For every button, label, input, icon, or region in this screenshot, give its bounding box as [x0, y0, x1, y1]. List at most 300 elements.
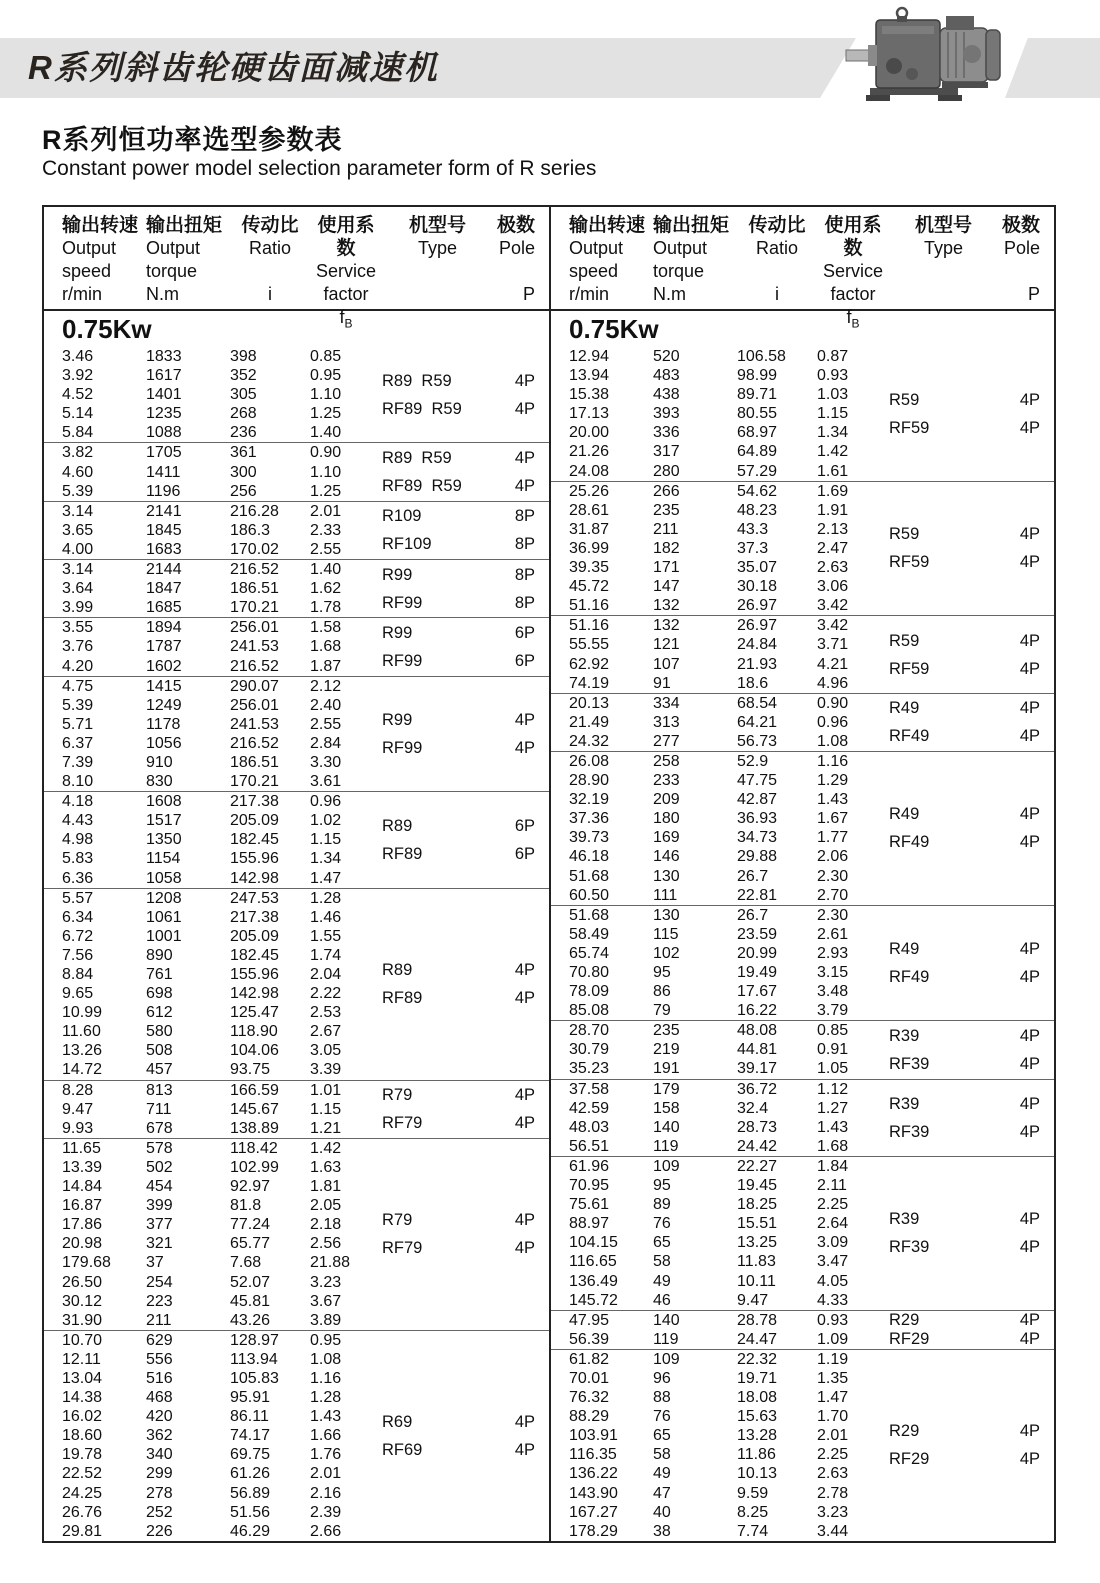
type-value: R89 R59 [382, 371, 452, 390]
output-speed-cell: 178.29 [569, 1522, 618, 1540]
output-torque-cell: 438 [653, 386, 680, 404]
parameter-group [551, 1310, 1054, 1349]
ratio-cell: 113.94 [230, 1350, 278, 1368]
ratio-cell: 170.02 [230, 540, 279, 558]
ratio-cell: 182.45 [230, 831, 279, 849]
service-factor-cell: 3.23 [310, 1273, 342, 1291]
output-torque-cell: 2144 [146, 561, 182, 579]
output-torque-cell: 235 [653, 1022, 680, 1040]
service-factor-cell: 1.19 [817, 1350, 849, 1368]
table-row [551, 1021, 889, 1040]
type-cell [382, 1081, 493, 1138]
table-row [551, 694, 889, 713]
group-number-rows [44, 618, 382, 675]
header-unit: i [775, 284, 779, 304]
type-value: RF49 [889, 833, 930, 852]
table-row [44, 1464, 382, 1483]
output-speed-cell: 8.28 [62, 1081, 94, 1099]
ratio-cell: 24.42 [737, 1137, 778, 1155]
table-row [551, 906, 889, 925]
table-row [551, 1195, 889, 1214]
type-cell [382, 677, 493, 792]
service-factor-cell: 1.62 [310, 580, 342, 598]
output-torque-cell: 520 [653, 348, 680, 365]
service-factor-cell: 1.46 [310, 908, 342, 926]
service-factor-cell: 4.33 [817, 1291, 849, 1309]
type-value: RF39 [889, 1054, 930, 1073]
table-row [44, 1158, 382, 1177]
service-factor-cell: 0.96 [310, 793, 342, 811]
output-torque-cell: 1154 [146, 850, 181, 868]
output-speed-cell: 3.46 [62, 348, 94, 365]
header-unit: i [268, 284, 272, 304]
service-factor-cell: 1.28 [310, 1389, 342, 1407]
table-row [44, 753, 382, 772]
group-number-rows [551, 1350, 889, 1541]
ratio-cell: 105.83 [230, 1369, 279, 1387]
table-row [44, 1100, 382, 1119]
group-number-rows [44, 1331, 382, 1541]
output-torque-cell: 40 [653, 1503, 671, 1521]
ratio-cell: 305 [230, 386, 257, 404]
service-factor-cell: 2.67 [310, 1023, 342, 1041]
output-speed-cell: 24.25 [62, 1484, 103, 1502]
output-torque-cell: 313 [653, 713, 680, 731]
service-factor-cell: 2.70 [817, 886, 849, 904]
header-column [998, 214, 1054, 336]
header-label-en: Ratio [248, 238, 292, 258]
ratio-cell: 11.83 [737, 1253, 776, 1271]
group-number-rows [551, 1021, 889, 1078]
output-torque-cell: 399 [146, 1197, 173, 1215]
header-label-zh: 极数 [1001, 215, 1040, 236]
table-row [551, 1040, 889, 1059]
gear-reducer-icon [842, 4, 1012, 106]
type-cell [889, 1157, 998, 1310]
output-torque-cell: 1787 [146, 638, 182, 656]
ratio-cell: 18.08 [737, 1389, 778, 1407]
service-factor-cell: 3.44 [817, 1522, 849, 1540]
service-factor-cell: 1.10 [310, 386, 342, 404]
pole-cell [998, 752, 1054, 905]
pole-value: 4P [1019, 1238, 1040, 1257]
type-value: R59 [889, 390, 920, 409]
ratio-cell: 182.45 [230, 946, 279, 964]
service-factor-cell: 1.21 [310, 1119, 342, 1137]
output-speed-cell: 28.61 [569, 501, 610, 519]
service-factor-cell: 2.63 [817, 559, 849, 577]
ratio-cell: 54.62 [737, 482, 778, 500]
table-body-left [44, 347, 549, 1541]
service-factor-cell: 2.78 [817, 1484, 849, 1502]
parameter-group [44, 617, 549, 675]
group-number-rows [44, 347, 382, 442]
output-torque-cell: 1617 [146, 367, 182, 385]
service-factor-cell: 0.91 [817, 1041, 849, 1059]
output-torque-cell: 88 [653, 1389, 671, 1407]
service-factor-cell: 3.23 [817, 1503, 849, 1521]
output-speed-cell: 88.97 [569, 1215, 610, 1233]
ratio-cell: 80.55 [737, 405, 778, 423]
type-value: R89 [382, 961, 413, 980]
output-torque-cell: 258 [653, 752, 680, 770]
table-row [551, 520, 889, 539]
ratio-cell: 170.21 [230, 599, 279, 617]
output-speed-cell: 5.39 [62, 482, 94, 500]
table-row [44, 1484, 382, 1503]
ratio-cell: 51.56 [230, 1503, 271, 1521]
service-factor-cell: 1.91 [817, 501, 849, 519]
table-row [551, 1311, 889, 1330]
output-torque-cell: 111 [653, 886, 678, 904]
ratio-cell: 39.17 [737, 1060, 778, 1078]
ratio-cell: 11.86 [737, 1446, 776, 1464]
header-unit: $f_B$ [846, 307, 860, 331]
parameter-group [44, 1330, 549, 1541]
service-factor-cell: 1.09 [817, 1330, 849, 1348]
pole-value: 6P [514, 651, 535, 670]
parameter-group [44, 442, 549, 500]
output-speed-cell: 3.55 [62, 619, 94, 637]
output-speed-cell: 9.47 [62, 1100, 94, 1118]
table-row [44, 560, 382, 579]
output-torque-cell: 115 [653, 925, 679, 943]
ratio-cell: 170.21 [230, 773, 279, 791]
output-torque-cell: 171 [653, 559, 680, 577]
banner-band-right [1005, 38, 1100, 98]
ratio-cell: 28.78 [737, 1311, 778, 1329]
pole-cell [493, 792, 549, 887]
output-speed-cell: 4.60 [62, 463, 94, 481]
output-torque-cell: 76 [653, 1215, 671, 1233]
ratio-cell: 81.8 [230, 1197, 262, 1215]
output-torque-cell: 393 [653, 405, 680, 423]
output-speed-cell: 70.80 [569, 964, 610, 981]
output-speed-cell: 116.65 [569, 1253, 617, 1271]
table-row [44, 1522, 382, 1541]
output-speed-cell: 24.08 [569, 462, 610, 480]
table-row [551, 1426, 889, 1445]
header-unit-sub: B [344, 316, 353, 331]
table-row [551, 828, 889, 847]
output-torque-cell: 140 [653, 1118, 680, 1136]
ratio-cell: 290.07 [230, 677, 279, 695]
output-speed-cell: 74.19 [569, 674, 610, 692]
ratio-cell: 13.25 [737, 1234, 778, 1252]
pole-cell [998, 616, 1054, 692]
pole-cell [998, 347, 1054, 481]
output-torque-cell: 1683 [146, 540, 182, 558]
output-speed-cell: 10.70 [62, 1331, 103, 1349]
pole-cell [998, 1021, 1054, 1078]
output-torque-cell: 252 [146, 1503, 173, 1521]
ratio-cell: 26.97 [737, 617, 778, 635]
type-value: R39 [889, 1094, 920, 1113]
output-speed-cell: 4.20 [62, 657, 94, 675]
output-speed-cell: 76.32 [569, 1389, 610, 1407]
output-torque-cell: 377 [146, 1216, 173, 1234]
output-torque-cell: 508 [146, 1042, 173, 1060]
service-factor-cell: 2.13 [817, 520, 849, 538]
output-torque-cell: 107 [653, 655, 680, 673]
output-torque-cell: 132 [653, 597, 680, 615]
service-factor-cell: 2.53 [310, 1004, 342, 1022]
table-row [551, 1252, 889, 1271]
output-torque-cell: 147 [653, 578, 680, 596]
pole-cell [493, 618, 549, 675]
header-label-zh: 机型号 [914, 215, 972, 236]
service-factor-cell: 1.66 [310, 1427, 342, 1445]
output-speed-cell: 30.79 [569, 1041, 610, 1059]
table-row [551, 713, 889, 732]
pole-value: 4P [514, 1239, 535, 1258]
pole-cell [493, 677, 549, 792]
type-cell [382, 347, 493, 442]
header-unit: r/min [62, 284, 102, 304]
output-torque-cell: 761 [146, 966, 173, 983]
ratio-cell: 44.81 [737, 1041, 778, 1059]
type-value: RF89 [382, 989, 423, 1008]
parameter-group [551, 751, 1054, 905]
type-value: RF109 [382, 535, 432, 554]
ratio-cell: 21.93 [737, 655, 778, 673]
pole-value: 8P [514, 565, 535, 584]
service-factor-cell: 1.34 [817, 424, 849, 442]
service-factor-cell: 2.22 [310, 985, 342, 1003]
service-factor-cell: 1.15 [817, 405, 849, 423]
service-factor-cell: 1.29 [817, 772, 849, 790]
output-speed-cell: 22.52 [62, 1465, 103, 1483]
output-torque-cell: 280 [653, 462, 680, 480]
ratio-cell: 15.63 [737, 1408, 778, 1426]
table-row [44, 366, 382, 385]
output-torque-cell: 96 [653, 1369, 671, 1387]
header-label-zh: 输出扭矩 [653, 215, 730, 236]
output-torque-cell: 1001 [146, 927, 182, 945]
type-value: RF29 [889, 1450, 930, 1469]
group-number-rows [551, 347, 889, 481]
pole-value: 8P [514, 507, 535, 526]
table-row [44, 811, 382, 830]
ratio-cell: 142.98 [230, 869, 279, 887]
service-factor-cell: 1.25 [310, 482, 342, 500]
service-factor-cell: 1.15 [310, 831, 342, 849]
output-torque-cell: 37 [146, 1254, 164, 1272]
pole-value: 4P [1019, 1422, 1040, 1441]
output-torque-cell: 146 [653, 848, 680, 866]
output-torque-cell: 130 [653, 867, 680, 885]
output-speed-cell: 35.23 [569, 1060, 610, 1078]
output-speed-cell: 47.95 [569, 1311, 610, 1329]
output-torque-cell: 299 [146, 1465, 173, 1483]
output-speed-cell: 39.73 [569, 829, 610, 847]
output-torque-cell: 362 [146, 1427, 173, 1445]
pole-cell [998, 1157, 1054, 1310]
table-row [551, 1233, 889, 1252]
output-speed-cell: 4.43 [62, 812, 94, 830]
parameter-group [551, 1349, 1054, 1541]
pole-value: 4P [1019, 727, 1040, 746]
header-label-en: Output [653, 238, 708, 258]
output-torque-cell: 317 [653, 443, 680, 461]
ratio-cell: 142.98 [230, 985, 279, 1003]
output-speed-cell: 37.58 [569, 1080, 610, 1098]
table-row [44, 792, 382, 811]
output-speed-cell: 56.39 [569, 1330, 610, 1348]
output-torque-cell: 612 [146, 1004, 173, 1022]
service-factor-cell: 1.47 [817, 1389, 849, 1407]
group-number-rows [551, 1157, 889, 1310]
output-torque-cell: 910 [146, 753, 173, 771]
ratio-cell: 216.52 [230, 561, 279, 579]
service-factor-cell: 2.16 [310, 1484, 342, 1502]
output-torque-cell: 86 [653, 983, 671, 1001]
header-label-zh: 传动比 [241, 215, 299, 236]
table-row [44, 347, 382, 366]
type-value: R99 [382, 710, 413, 729]
output-speed-cell: 136.49 [569, 1272, 618, 1290]
service-factor-cell: 1.63 [310, 1158, 342, 1176]
header-column [889, 214, 998, 336]
banner-title: R系列斜齿轮硬齿面减速机 [28, 49, 439, 86]
table-row [44, 1445, 382, 1464]
output-torque-cell: 1178 [146, 715, 181, 733]
header-label-zh: 机型号 [408, 215, 466, 236]
table-row [551, 790, 889, 809]
output-speed-cell: 13.39 [62, 1158, 103, 1176]
service-factor-cell: 1.42 [310, 1139, 342, 1157]
ratio-cell: 57.29 [737, 462, 778, 480]
ratio-cell: 216.52 [230, 734, 279, 752]
type-value: R89 R59 [382, 449, 452, 468]
table-row [44, 696, 382, 715]
type-cell [382, 618, 493, 675]
table-row [44, 1311, 382, 1330]
type-cell [889, 616, 998, 692]
type-cell [889, 906, 998, 1021]
service-factor-cell: 1.16 [310, 1369, 342, 1387]
ratio-cell: 16.22 [737, 1002, 778, 1020]
pole-value: 4P [1019, 418, 1040, 437]
service-factor-cell: 3.42 [817, 597, 849, 615]
ratio-cell: 104.06 [230, 1042, 279, 1060]
service-factor-cell: 0.87 [817, 348, 849, 365]
table-left-half [44, 207, 549, 1541]
output-torque-cell: 1235 [146, 405, 182, 423]
pole-value: 4P [514, 1211, 535, 1230]
pole-value: 4P [1019, 833, 1040, 852]
table-row [551, 366, 889, 385]
table-row [551, 423, 889, 442]
output-speed-cell: 85.08 [569, 1002, 610, 1020]
service-factor-cell: 0.95 [310, 1331, 342, 1349]
service-factor-cell: 2.93 [817, 944, 849, 962]
pole-cell [998, 482, 1054, 616]
ratio-cell: 28.73 [737, 1118, 778, 1136]
group-number-rows [551, 694, 889, 751]
output-torque-cell: 336 [653, 424, 680, 442]
header-unit: r/min [569, 284, 609, 304]
type-value: R79 [382, 1211, 413, 1230]
table-row [551, 655, 889, 674]
output-speed-cell: 26.76 [62, 1503, 103, 1521]
table-row [551, 1350, 889, 1369]
table-row [44, 1426, 382, 1445]
ratio-cell: 19.71 [737, 1369, 778, 1387]
pole-value: 4P [514, 1114, 535, 1133]
header-unit: P [1027, 284, 1040, 304]
output-speed-cell: 14.38 [62, 1389, 103, 1407]
type-cell [889, 752, 998, 905]
ratio-cell: 29.88 [737, 848, 778, 866]
output-speed-cell: 61.96 [569, 1157, 610, 1175]
service-factor-cell: 2.06 [817, 848, 849, 866]
ratio-cell: 68.54 [737, 694, 778, 712]
output-speed-cell: 3.14 [62, 502, 94, 520]
output-torque-cell: 226 [146, 1522, 173, 1540]
output-torque-cell: 890 [146, 946, 173, 964]
ratio-cell: 7.74 [737, 1522, 769, 1540]
ratio-cell: 125.47 [230, 1004, 279, 1022]
header-unit-sub: B [851, 316, 860, 331]
output-torque-cell: 468 [146, 1389, 173, 1407]
ratio-cell: 18.6 [737, 674, 769, 692]
output-speed-cell: 5.84 [62, 424, 94, 442]
ratio-cell: 22.32 [737, 1350, 778, 1368]
ratio-cell: 241.53 [230, 715, 279, 733]
output-torque-cell: 47 [653, 1484, 671, 1502]
header-label-zh: 传动比 [748, 215, 806, 236]
service-factor-cell: 1.08 [817, 732, 849, 750]
ratio-cell: 166.59 [230, 1081, 279, 1099]
output-speed-cell: 21.49 [569, 713, 610, 731]
type-cell [889, 694, 998, 751]
table-row [44, 1041, 382, 1060]
table-row [551, 1059, 889, 1078]
table-row [44, 889, 382, 908]
pole-value: 4P [1019, 1329, 1040, 1348]
pole-value: 4P [514, 1440, 535, 1459]
output-speed-cell: 3.14 [62, 561, 94, 579]
output-speed-cell: 4.75 [62, 677, 94, 695]
table-row [44, 637, 382, 656]
service-factor-cell: 1.34 [310, 850, 342, 868]
header-column [310, 214, 382, 336]
output-speed-cell: 26.50 [62, 1273, 103, 1291]
ratio-cell: 32.4 [737, 1099, 769, 1117]
table-row [44, 869, 382, 888]
table-row [44, 1003, 382, 1022]
table-row [551, 616, 889, 635]
output-speed-cell: 42.59 [569, 1099, 610, 1117]
service-factor-cell: 2.55 [310, 540, 342, 558]
output-torque-cell: 65 [653, 1427, 671, 1445]
header-column [382, 214, 493, 336]
table-row [44, 1022, 382, 1041]
parameter-group [551, 905, 1054, 1021]
service-factor-cell: 3.09 [817, 1234, 849, 1252]
output-torque-cell: 109 [653, 1350, 680, 1368]
service-factor-cell: 1.02 [310, 812, 342, 830]
output-torque-cell: 211 [146, 1311, 172, 1329]
service-factor-cell: 1.55 [310, 927, 342, 945]
table-row [551, 674, 889, 693]
table-row [551, 944, 889, 963]
header-unit [382, 283, 493, 306]
header-column [817, 214, 889, 336]
service-factor-cell: 1.70 [817, 1408, 849, 1426]
type-value: R69 [382, 1412, 413, 1431]
